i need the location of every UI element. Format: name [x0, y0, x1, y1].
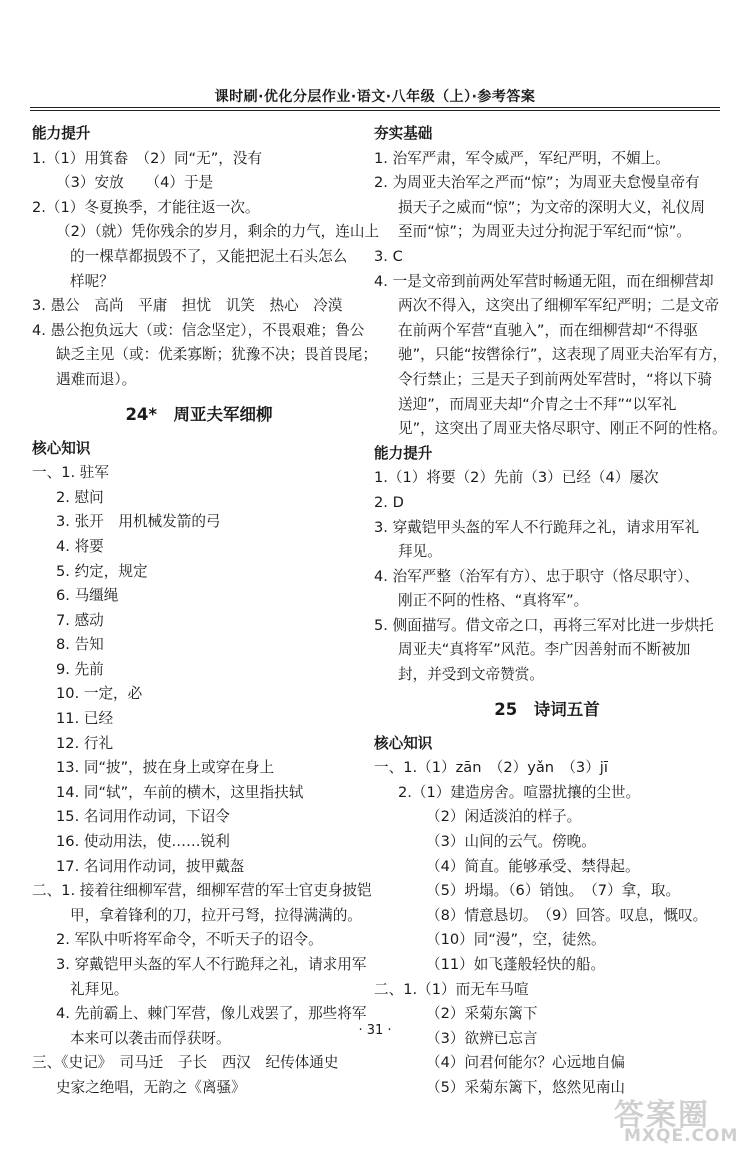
answer-line: 样呢？	[70, 272, 114, 290]
answer-line: 2. D	[374, 493, 404, 511]
answer-line: 损天子之威而“惊”；为文帝的深明大义，礼仪周	[398, 198, 705, 216]
watermark-logo	[606, 1090, 739, 1150]
answer-line: 甲，拿着锋利的刀，拉开弓弩，拉得满满的。	[70, 906, 362, 924]
page-number: · 31 ·	[358, 1023, 392, 1038]
header-rule-thin	[30, 110, 720, 111]
answer-line: 2.（1）冬夏换季，才能往返一次。	[32, 198, 260, 216]
answer-line: 拜见。	[398, 543, 442, 561]
answer-line: （2）采菊东篱下	[426, 1005, 538, 1023]
answer-line: 送迎”，而周亚夫却“介胄之士不拜”“以军礼	[398, 395, 677, 413]
answer-line: 本来可以袭击而俘获呀。	[70, 1029, 231, 1047]
answer-line: 史家之绝唱，无韵之《离骚》	[56, 1078, 246, 1096]
answer-line: 17. 名词用作动词，披甲戴盔	[56, 857, 245, 875]
answer-line: 在前两个军营“直驰入”，而在细柳营却“不得驱	[398, 321, 698, 339]
answer-line: 见”，这突出了周亚夫恪尽职守、刚正不阿的性格。	[398, 420, 727, 438]
answer-line: 4. 一是文帝到前两处军营时畅通无阻，而在细柳营却	[374, 272, 714, 290]
answer-line: 2. 军队中听将军命令，不听天子的诏令。	[56, 931, 323, 949]
section-heading: 核心知识	[374, 734, 433, 752]
answer-line: 2. 为周亚夫治军之严而“惊”；为周亚夫怠慢皇帝有	[374, 174, 700, 192]
answer-line: 至而“惊”；为周亚夫过分拘泥于军纪而“惊”。	[398, 223, 691, 241]
header-rule-thick	[30, 107, 720, 108]
answer-line: 一、1. 驻军	[32, 464, 109, 482]
answer-line: （11）如飞蓬般轻快的船。	[426, 956, 606, 973]
answer-line: 二、1.（1）而无车马喧	[374, 980, 529, 998]
answer-line: 2.（1）建造房舍。喧嚣扰攘的尘世。	[398, 783, 641, 801]
answer-line: 7. 感动	[56, 611, 104, 629]
answer-line: （2）闲适淡泊的样子。	[426, 808, 582, 826]
answer-line: 周亚夫“真将军”风范。李广因善射而不断被加	[398, 641, 691, 659]
answer-line: （5）采菊东篱下，悠然见南山	[426, 1078, 626, 1096]
answer-line: （8）情意恳切。 （9）回答。叹息，慨叹。	[426, 906, 708, 924]
answer-line: （3）欲辨已忘言	[426, 1029, 538, 1047]
answer-line: 12. 行礼	[56, 734, 114, 752]
answer-line: 1.（1）将要（2）先前（3）已经（4）屡次	[374, 469, 659, 487]
answer-line: 两次不得入，这突出了细柳军军纪严明；二是文帝	[398, 297, 720, 315]
page-header: 课时刷·优化分层作业·语文·八年级（上）·参考答案	[214, 89, 536, 105]
answer-line: 遇难而退）。	[56, 370, 137, 388]
section-heading: 核心知识	[32, 439, 91, 457]
answer-line: （3）安放 （4）于是	[56, 174, 214, 192]
answer-line: 14. 同“轼”，车前的横木，这里指扶轼	[56, 783, 304, 801]
answer-line: 2. 慰问	[56, 488, 104, 506]
answer-line: 4. 愚公抱负远大（或：信念坚定），不畏艰难；鲁公	[32, 321, 365, 339]
lesson-title: 24* 周亚夫军细柳	[125, 404, 273, 424]
section-heading: 能力提升	[374, 444, 433, 462]
answer-line: （5）坍塌。（6）销蚀。 （7）拿，取。	[426, 882, 681, 900]
answer-line: 4. 将要	[56, 537, 104, 555]
answer-line: 三、《史记》 司马迁 子长 西汉 纪传体通史	[32, 1054, 339, 1072]
section-heading: 夯实基础	[374, 125, 433, 142]
answer-line: 3. 穿戴铠甲头盔的军人不行跪拜之礼，请求用军礼	[374, 518, 700, 536]
answer-line: 二、1. 接着往细柳军营，细柳军营的军士官吏身披铠	[32, 882, 372, 900]
answer-line: 4. 治军严整（治军有方）、忠于职守（恪尽职守）、	[374, 567, 700, 585]
lesson-title: 25 诗词五首	[494, 699, 600, 719]
answer-line: （3）山间的云气。傍晚。	[426, 833, 596, 851]
answer-line: 1. 治军严肃，军令威严，军纪严明，不媚上。	[374, 149, 670, 167]
answer-line: 驰”，只能“按辔徐行”，这表现了周亚夫治军有方，	[398, 346, 728, 364]
answer-line: 6. 马缰绳	[56, 587, 119, 605]
answer-line: 5. 约定，规定	[56, 562, 148, 580]
answer-line: 9. 先前	[56, 660, 104, 678]
answer-line: 8. 告知	[56, 636, 104, 654]
watermark-text: 答案圈	[614, 1098, 710, 1133]
answer-line: 3. 张开 用机械发箭的弓	[56, 513, 221, 531]
answer-line: 13. 同“披”，披在身上或穿在身上	[56, 759, 275, 777]
answer-line: 15. 名词用作动词，下诏令	[56, 808, 230, 826]
answer-line: （10）同“漫”，空，徒然。	[426, 931, 606, 949]
answer-line: 封，并受到文帝赞赏。	[398, 666, 544, 684]
answer-line: 令行禁止；三是天子到前两处军营时，“将以下骑	[398, 370, 713, 388]
answer-line: 缺乏主见（或：优柔寡断；犹豫不决；畏首畏尾；	[56, 346, 378, 364]
answer-line: 3. C	[374, 247, 403, 265]
answer-line: 1.（1）用箕畚 （2）同“无”，没有	[32, 149, 263, 167]
answer-line: 5. 侧面描写。借文帝之口，再将三军对比进一步烘托	[374, 616, 714, 634]
answer-line: 一、1.（1）zān （2）yǎn （3）jī	[374, 759, 608, 777]
answer-line: （4）问君何能尔？心远地自偏	[426, 1054, 626, 1072]
answer-line: 3. 愚公 高尚 平庸 担忧 讥笑 热心 冷漠	[32, 297, 343, 315]
answer-line: 3. 穿戴铠甲头盔的军人不行跪拜之礼，请求用军	[56, 956, 367, 973]
answer-line: 刚正不阿的性格、“真将军”。	[398, 592, 589, 610]
answer-line: 16. 使动用法，使……锐利	[56, 833, 230, 851]
answer-line: 10. 一定，必	[56, 685, 143, 703]
watermark-url: MXQE.COM	[624, 1126, 739, 1146]
answer-line: 4. 先前霸上、棘门军营，像儿戏罢了，那些将军	[56, 1005, 367, 1023]
answer-line: （2）（就）凭你残余的岁月，剩余的力气，连山上	[56, 223, 380, 241]
answer-line: （4）简直。能够承受、禁得起。	[426, 857, 640, 875]
answer-line: 11. 已经	[56, 710, 114, 728]
answer-line: 礼拜见。	[70, 980, 129, 998]
answer-line: 的一棵草都损毁不了，又能把泥土石头怎么	[70, 247, 348, 265]
right-column	[374, 122, 728, 1101]
section-heading: 能力提升	[32, 125, 91, 142]
